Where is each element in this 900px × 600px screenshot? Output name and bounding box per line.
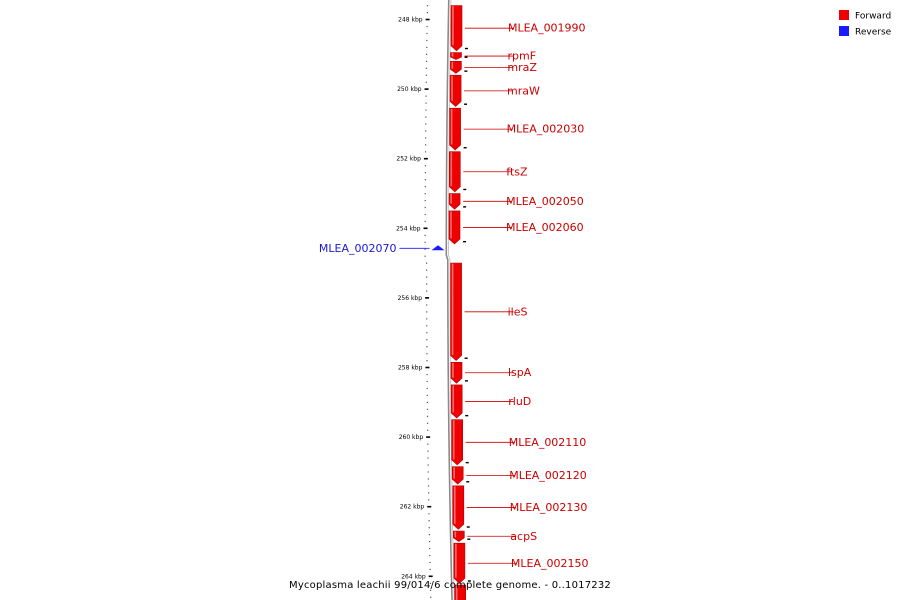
major-tick — [424, 158, 428, 160]
gene-label[interactable]: MLEA_002070 — [318, 241, 397, 255]
minor-tick — [425, 130, 426, 131]
minor-tick — [426, 33, 427, 34]
caption: Mycoplasma leachii 99/014/6 complete genome. - 0..1017232 — [289, 580, 611, 591]
minor-tick — [425, 116, 426, 117]
minor-tick — [426, 339, 427, 340]
minor-tick — [425, 172, 426, 173]
minor-tick — [427, 457, 428, 458]
minor-tick — [425, 144, 426, 145]
minor-tick — [427, 402, 428, 403]
minor-tick — [427, 395, 428, 396]
minor-tick — [427, 416, 428, 417]
minor-tick — [427, 430, 428, 431]
gene-arrow-shade — [455, 532, 457, 538]
tick-label: 258 kbp — [397, 364, 423, 372]
gene-end-tick — [463, 189, 466, 190]
minor-tick — [426, 40, 427, 41]
minor-tick — [426, 277, 427, 278]
gene-arrow-reverse[interactable] — [432, 245, 445, 250]
gene-arrow-shade — [452, 264, 454, 355]
gene-label[interactable]: mraW — [507, 84, 540, 98]
minor-tick — [425, 137, 426, 138]
minor-tick — [425, 123, 426, 124]
minor-tick — [425, 193, 426, 194]
minor-tick — [427, 423, 428, 424]
gene-end-tick — [465, 415, 468, 416]
gene-end-tick — [465, 358, 468, 359]
minor-tick — [427, 381, 428, 382]
minor-tick — [425, 242, 426, 243]
minor-tick — [428, 492, 429, 493]
minor-tick — [426, 270, 427, 271]
minor-tick — [428, 478, 429, 479]
gene-end-tick — [465, 380, 468, 381]
minor-tick — [426, 54, 427, 55]
minor-tick — [426, 283, 427, 284]
legend-swatch-forward — [839, 10, 849, 20]
minor-tick — [428, 520, 429, 521]
minor-tick — [427, 451, 428, 452]
minor-tick — [426, 47, 427, 48]
gene-label[interactable]: MLEA_002110 — [508, 435, 587, 449]
minor-tick — [430, 597, 431, 598]
gene-end-tick — [464, 147, 467, 148]
gene-arrow-shade — [451, 76, 453, 101]
major-tick — [425, 297, 429, 299]
major-tick — [426, 19, 430, 21]
legend-label-forward: Forward — [855, 11, 892, 22]
minor-tick — [426, 332, 427, 333]
gene-end-tick — [464, 104, 467, 105]
minor-tick — [427, 444, 428, 445]
gene-end-tick — [467, 526, 470, 527]
tick-label: 252 kbp — [396, 155, 421, 163]
minor-tick — [429, 548, 430, 549]
tick-layer — [396, 5, 433, 598]
minor-tick — [425, 249, 426, 250]
gene-label[interactable]: rluD — [508, 394, 532, 408]
minor-tick — [425, 221, 426, 222]
minor-tick — [425, 214, 426, 215]
gene-label[interactable]: MLEA_001990 — [507, 21, 586, 35]
gene-arrow-shade — [453, 420, 455, 459]
major-tick — [427, 506, 431, 508]
gene-arrow-shade — [452, 6, 454, 45]
tick-label: 256 kbp — [397, 294, 423, 302]
gene-end-tick — [466, 481, 469, 482]
minor-tick — [426, 346, 427, 347]
minor-tick — [429, 527, 430, 528]
minor-tick — [425, 179, 426, 180]
minor-tick — [427, 409, 428, 410]
minor-tick — [429, 541, 430, 542]
gene-arrow-shade — [453, 467, 455, 478]
minor-tick — [426, 360, 427, 361]
major-tick — [429, 576, 433, 578]
minor-tick — [426, 263, 427, 264]
gene-end-tick — [463, 241, 466, 242]
gene-layer — [319, 6, 589, 600]
minor-tick — [425, 103, 426, 104]
minor-tick — [425, 235, 426, 236]
gene-label[interactable]: MLEA_002050 — [506, 194, 584, 208]
legend — [839, 10, 892, 38]
gene-label[interactable]: MLEA_002060 — [506, 220, 584, 234]
minor-tick — [427, 5, 428, 6]
tick-label: 260 kbp — [398, 434, 424, 442]
tick-label: 254 kbp — [396, 225, 421, 233]
gene-label[interactable]: lspA — [507, 366, 532, 380]
gene-arrow-shade — [452, 53, 454, 57]
legend-swatch-reverse — [839, 26, 849, 36]
minor-tick — [428, 485, 429, 486]
gene-arrow-shade — [452, 62, 454, 69]
gene-end-tick — [465, 48, 468, 49]
gene-end-tick — [466, 462, 469, 463]
tick-label: 250 kbp — [397, 86, 422, 94]
minor-tick — [429, 555, 430, 556]
minor-tick — [428, 513, 429, 514]
gene-arrow-shade — [452, 385, 454, 412]
minor-tick — [425, 151, 426, 152]
gene-label[interactable]: mraZ — [507, 60, 537, 74]
minor-tick — [425, 200, 426, 201]
minor-tick — [428, 464, 429, 465]
tick-label: 264 kbp — [401, 573, 426, 581]
gene-arrow-shade — [452, 363, 454, 378]
minor-tick — [429, 534, 430, 535]
gene-end-tick — [467, 539, 470, 540]
minor-tick — [426, 318, 427, 319]
minor-tick — [425, 186, 426, 187]
minor-tick — [427, 12, 428, 13]
minor-tick — [426, 374, 427, 375]
gene-label[interactable]: ftsZ — [506, 165, 528, 179]
minor-tick — [425, 96, 426, 97]
major-tick — [426, 436, 430, 438]
gene-arrow-shade — [451, 109, 453, 145]
minor-tick — [426, 68, 427, 69]
gene-label[interactable]: ileS — [507, 305, 528, 319]
minor-tick — [426, 353, 427, 354]
gene-label[interactable]: acpS — [510, 529, 538, 543]
minor-tick — [426, 75, 427, 76]
minor-tick — [426, 325, 427, 326]
gene-end-tick — [464, 70, 467, 71]
minor-tick — [428, 471, 429, 472]
gene-label[interactable]: MLEA_002130 — [509, 501, 588, 515]
minor-tick — [426, 290, 427, 291]
minor-tick — [426, 82, 427, 83]
tick-label: 248 kbp — [398, 16, 423, 24]
minor-tick — [430, 569, 431, 570]
legend-label-reverse: Reverse — [855, 27, 892, 38]
gene-arrow-shade — [454, 486, 456, 524]
gene-end-tick — [463, 206, 466, 207]
gene-arrow-shade — [450, 211, 452, 238]
minor-tick — [426, 61, 427, 62]
gene-arrow-shade — [450, 152, 452, 186]
minor-tick — [426, 304, 427, 305]
minor-tick — [426, 311, 427, 312]
gene-arrow-shade — [450, 194, 452, 204]
minor-tick — [425, 109, 426, 110]
major-tick — [424, 228, 428, 230]
gene-label[interactable]: rpmF — [507, 49, 537, 63]
minor-tick — [427, 26, 428, 27]
minor-tick — [428, 499, 429, 500]
minor-tick — [425, 256, 426, 257]
minor-tick — [429, 562, 430, 563]
gene-label[interactable]: MLEA_002030 — [506, 122, 585, 136]
gene-label[interactable]: MLEA_002120 — [509, 468, 587, 482]
gene-label[interactable]: MLEA_002150 — [510, 556, 589, 570]
minor-tick — [427, 388, 428, 389]
gene-arrow-shade — [455, 544, 457, 578]
major-tick — [425, 367, 429, 369]
gene-end-tick — [465, 57, 468, 58]
minor-tick — [425, 207, 426, 208]
tick-label: 262 kbp — [399, 503, 425, 511]
major-tick — [425, 88, 429, 90]
minor-tick — [425, 165, 426, 166]
